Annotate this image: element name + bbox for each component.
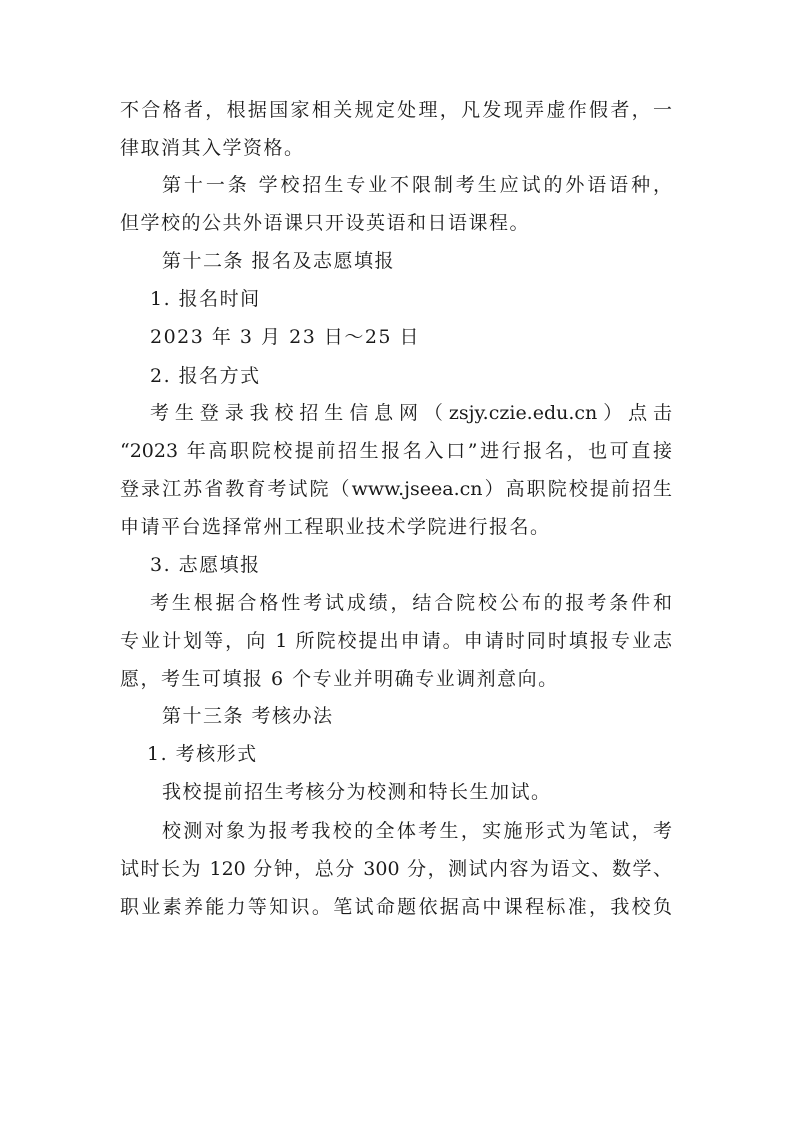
text-line: 试时长为 120 分钟，总分 300 分，测试内容为语文、数学、 — [120, 858, 672, 880]
text-line: 校测对象为报考我校的全体考生，实施形式为笔试，考 — [162, 820, 672, 842]
text-line: 登录江苏省教育考试院（www.jseea.cn）高职院校提前招生 — [120, 478, 672, 500]
text-line: 专业计划等，向 1 所院校提出申请。申请时同时填报专业志 — [120, 630, 672, 652]
text-line: 第十三条 考核办法 — [162, 705, 334, 727]
text-line: 考生登录我校招生信息网（zsjy.czie.edu.cn）点击 — [150, 402, 672, 424]
text-line: 1. 考核形式 — [147, 743, 258, 765]
text-line: 考生根据合格性考试成绩，结合院校公布的报考条件和 — [150, 592, 672, 614]
text-line: 第十二条 报名及志愿填报 — [162, 250, 396, 272]
text-line: 但学校的公共外语课只开设英语和日语课程。 — [120, 212, 531, 234]
text-line: 职业素养能力等知识。笔试命题依据高中课程标准，我校负 — [120, 896, 672, 918]
text-line: 我校提前招生考核分为校测和特长生加试。 — [162, 781, 552, 803]
text-line: 3. 志愿填报 — [150, 554, 261, 576]
text-line: 律取消其入学资格。 — [120, 137, 305, 159]
text-line: 第十一条 学校招生专业不限制考生应试的外语语种， — [162, 174, 672, 196]
text-line: 2. 报名方式 — [150, 365, 261, 387]
text-line: “2023 年高职院校提前招生报名入口”进行报名，也可直接 — [120, 440, 672, 462]
text-line: 愿，考生可填报 6 个专业并明确专业调剂意向。 — [120, 668, 559, 690]
text-line: 不合格者，根据国家相关规定处理，凡发现弄虚作假者，一 — [120, 99, 672, 121]
text-line: 1. 报名时间 — [150, 288, 261, 310]
text-line: 申请平台选择常州工程职业技术学院进行报名。 — [120, 516, 551, 538]
text-line: 2023 年 3 月 23 日～25 日 — [150, 326, 421, 348]
